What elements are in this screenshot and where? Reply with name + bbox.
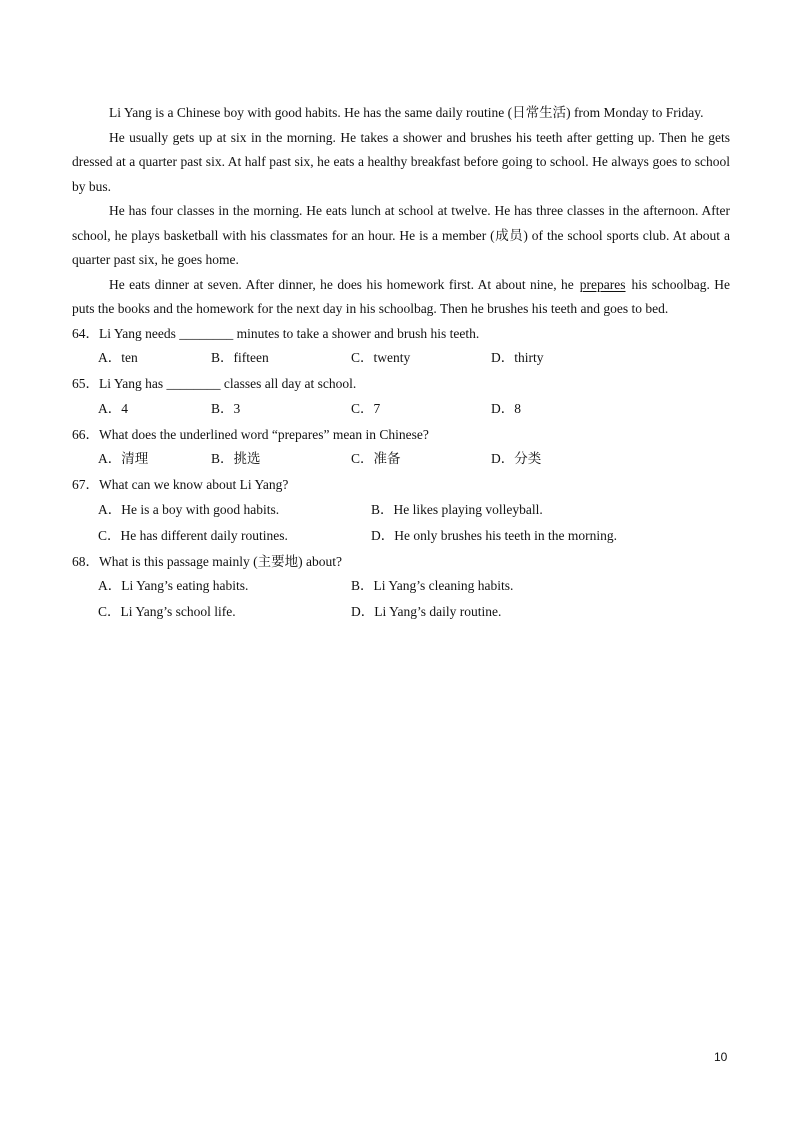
paragraph-4-after: his schoolbag. He puts the books and the homework for the next day in his schoolbag. Then he brushes his teeth and goes to bed. xyxy=(72,276,731,316)
question-68-stem: 68．What is this passage mainly (主要地) about? xyxy=(72,553,342,569)
question-66-option-c: C．准备 xyxy=(351,451,401,466)
question-68-options-row-2 xyxy=(72,600,730,626)
question-65-option-b: B．3 xyxy=(211,400,241,416)
question-66-option-a: A．清理 xyxy=(98,451,149,466)
page-number: 10 xyxy=(714,1050,728,1064)
question-66-options xyxy=(72,447,730,473)
question-66-option-d: D．分类 xyxy=(491,451,542,466)
question-68-option-d: D．Li Yang’s daily routine. xyxy=(351,604,502,619)
question-65-options xyxy=(72,397,730,423)
question-67-options-row-1 xyxy=(72,498,730,524)
question-64-option-d: D．thirty xyxy=(491,350,544,365)
question-65-option-d: D．8 xyxy=(491,400,521,416)
question-67-stem: 67．What can we know about Li Yang? xyxy=(72,477,289,492)
question-67-options-row-2 xyxy=(72,524,730,550)
passage-paragraph-2: He usually gets up at six in the morning. He takes a shower and brushes his teeth after getting up. Then he gets dressed at a quarter past six. At half past six, he eats a healthy breakfast before going to school. He always goes to school by bus. xyxy=(72,129,730,194)
passage-paragraph-1: Li Yang is a Chinese boy with good habits. He has the same daily routine (日常生活) from Monday to Friday. xyxy=(109,105,704,120)
question-66-stem: 66．What does the underlined word “prepares” mean in Chinese? xyxy=(72,426,429,442)
question-64-option-b: B．fifteen xyxy=(211,350,269,365)
question-64-stem: 64．Li Yang needs ________ minutes to take a shower and brush his teeth. xyxy=(72,325,480,341)
question-64-option-c: C．twenty xyxy=(351,350,411,365)
question-68-options-row-1 xyxy=(72,574,730,600)
question-67-option-c: C．He has different daily routines. xyxy=(98,527,288,543)
question-67-option-a: A．He is a boy with good habits. xyxy=(98,501,280,517)
question-65-option-a: A．4 xyxy=(98,400,128,416)
question-68-option-a: A．Li Yang’s eating habits. xyxy=(98,578,249,593)
question-65-stem: 65．Li Yang has ________ classes all day at school. xyxy=(72,376,357,391)
question-67-option-d: D．He only brushes his teeth in the morning. xyxy=(371,527,617,543)
question-67-option-b: B．He likes playing volleyball. xyxy=(371,501,543,517)
exam-page xyxy=(72,101,730,626)
question-65-option-c: C．7 xyxy=(351,400,381,416)
passage-paragraph-4 xyxy=(72,273,730,322)
question-68-option-b: B．Li Yang’s cleaning habits. xyxy=(351,578,514,593)
passage-paragraph-3: He has four classes in the morning. He eats lunch at school at twelve. He has three classes in the afternoon. After school, he plays basketball with his classmates for an hour. He is a member (成员) of the school sports club. At about a quarter past six, he goes home. xyxy=(72,203,730,267)
question-64-options xyxy=(72,346,730,372)
underlined-word: prepares xyxy=(579,276,626,292)
question-64-option-a: A．ten xyxy=(98,350,138,365)
question-66-option-b: B．挑选 xyxy=(211,451,261,466)
question-68-option-c: C．Li Yang’s school life. xyxy=(98,604,236,619)
paragraph-4-before: He eats dinner at seven. After dinner, he does his homework first. At about nine, he xyxy=(109,276,574,292)
